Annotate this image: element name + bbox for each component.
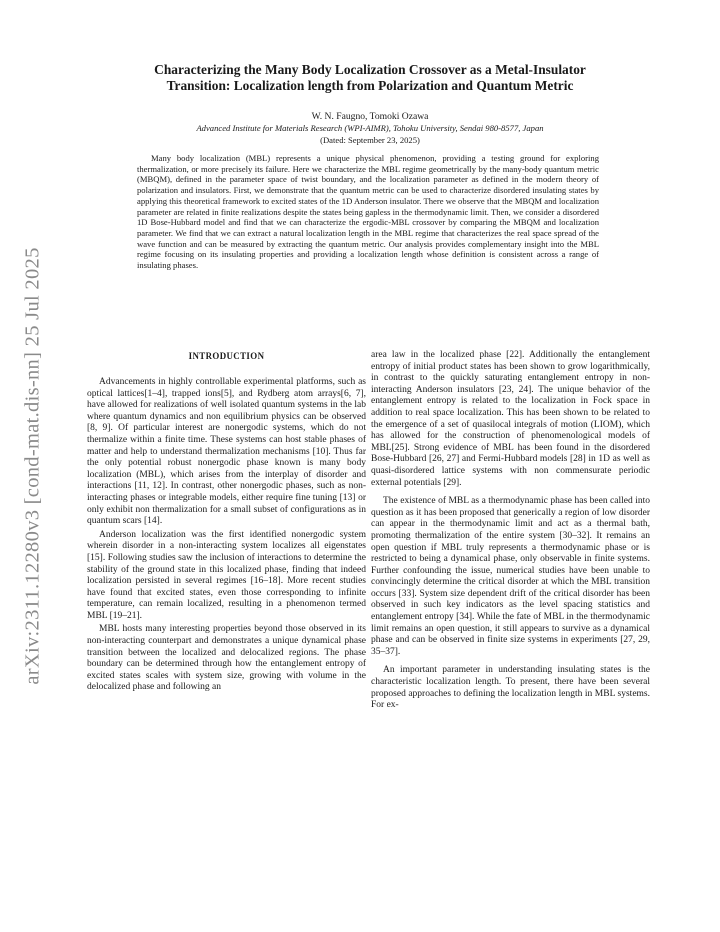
title-line: Transition: Localization length from Polarization and Quantum Metric bbox=[166, 77, 574, 93]
body-paragraph: area law in the localized phase [22]. Additionally the entanglement entropy of initial product states has been shown to grow logarithmically, in contrast to the quickly saturating entanglement entropy in non-interacting Anderson insulators [23, 24]. The unique behavior of the entanglement entropy is related to the localization in Fock space in addition to real space localization. This has been shown to be related to the emergence of a set of quasilocal integrals of motion (LIOM), which has allowed for the construction of phenomenological models of MBL[25]. Strong evidence of MBL has been found in the disordered Bose-Hubbard [26, 27] and Fermi-Hubbard models [28] in 1D as well as quasi-disordered lattice systems with non commensurate periodic external potentials [29]. bbox=[371, 350, 650, 488]
body-paragraph: MBL hosts many interesting properties beyond those observed in its non-interacting counterpart and demonstrates a unique dynamical phase transition between the localized and delocalized regions. The phase boundary can be determined through how the entanglement entropy of excited states scales with system size, growing with volume in the delocalized phase and following an bbox=[87, 624, 366, 693]
body-paragraph: The existence of MBL as a thermodynamic phase has been called into question as it has been proposed that generically a region of low disorder can appear in the thermodynamic limit and act as a thermal bath, promoting thermalization of the entire system [30–32]. It remains an open question if MBL truly represents a thermodynamic phase or is restricted to being a dynamical phase, only observable in finite systems. Further confounding the issue, numerical studies have been unable to convincingly determine the critical disorder at which the MBL transition occurs [33]. System size dependent drift of the critical disorder has been observed in such key indicators as the level spacing statistics and entanglement entropy [34]. While the fate of MBL in the thermodynamic limit remains an open question, it still appears to survive as a dynamical phase and can be observed in finite size systems in experiments [27, 29, 35–37]. bbox=[371, 496, 650, 657]
author-list: W. N. Faugno, Tomoki Ozawa bbox=[311, 111, 429, 122]
body-paragraph: An important parameter in understanding insulating states is the characteristic localization length. To present, there have been several proposed approaches to defining the localization length in MBL systems. For ex- bbox=[371, 665, 650, 711]
affiliation: Advanced Institute for Materials Research (WPI-AIMR), Tohoku University, Sendai 980-8577, Japan bbox=[196, 123, 544, 133]
arxiv-identifier-stamp[interactable]: arXiv:2311.12280v3 [cond-mat.dis-nn] 25 Jul 2025 bbox=[21, 247, 44, 685]
paper-title bbox=[80, 62, 660, 93]
left-column bbox=[87, 350, 366, 696]
title-line: Characterizing the Many Body Localization Crossover as a Metal-Insulator bbox=[154, 62, 586, 77]
section-heading-introduction: INTRODUCTION bbox=[188, 351, 265, 361]
right-column bbox=[371, 350, 650, 714]
abstract: Many body localization (MBL) represents a unique physical phenomenon, providing a testing ground for exploring thermalization, or more precisely its failure. Here we characterize the MBL regime geometrically by the many-body quantum metric (MBQM), defined in the parameter space of twist boundary, and the localization parameter as defined in the modern theory of polarization and insulators. First, we demonstrate that the quantum metric can be used to characterize disordered insulating states by applying this theoretical framework to excited states of the 1D Anderson insulator. There we observe that the MBQM and localization parameter are related in finite realizations despite the states being gapless in the thermodynamic limit. Then, we consider a disordered 1D Bose-Hubbard model and find that we can characterize the ergodic-MBL crossover by comparing the MBQM and localization parameter. We find that we can extract a natural localization length in the MBL regime that characterizes the real space spread of the wave function and can be measured by extracting the quantum metric. Our analysis provides complementary insight into the MBL regime focusing on its insulating properties and providing a localization length whose definition is consistent across a range of insulating phases. bbox=[137, 153, 599, 271]
body-paragraph: Anderson localization was the first identified nonergodic system wherein disorder in a non-interacting system localizes all eigenstates [15]. Following studies saw the inclusion of interactions to determine the stability of the ground state in this localized phase, finding that indeed localization persisted in several regimes [16–18]. More recent studies have found that excited states, even those corresponding to infinite temperature, can remain localized, resulting in a phenomenon termed MBL [19–21]. bbox=[87, 529, 366, 621]
date-line: (Dated: September 23, 2025) bbox=[320, 135, 420, 145]
body-paragraph: Advancements in highly controllable experimental platforms, such as optical lattices[1–4], trapped ions[5], and Rydberg atom arrays[6, 7], have allowed for realizations of well isolated quantum systems in the lab where quantum dynamics and non equilibrium physics can be observed [8, 9]. Of particular interest are nonergodic systems, which do not thermalize within a finite time. These systems can host stable phases of matter and help to understand thermalization mechanisms [10]. Thus far the only potential robust nonergodic phase known is many body localization (MBL), which arises from the interplay of disorder and interactions [11, 12]. In contrast, other nonergodic phases, such as non-interacting phases or integrable models, either require fine tuning [13] or only exhibit non thermalization for a small subset of configurations as in quantum scars [14]. bbox=[87, 377, 366, 527]
